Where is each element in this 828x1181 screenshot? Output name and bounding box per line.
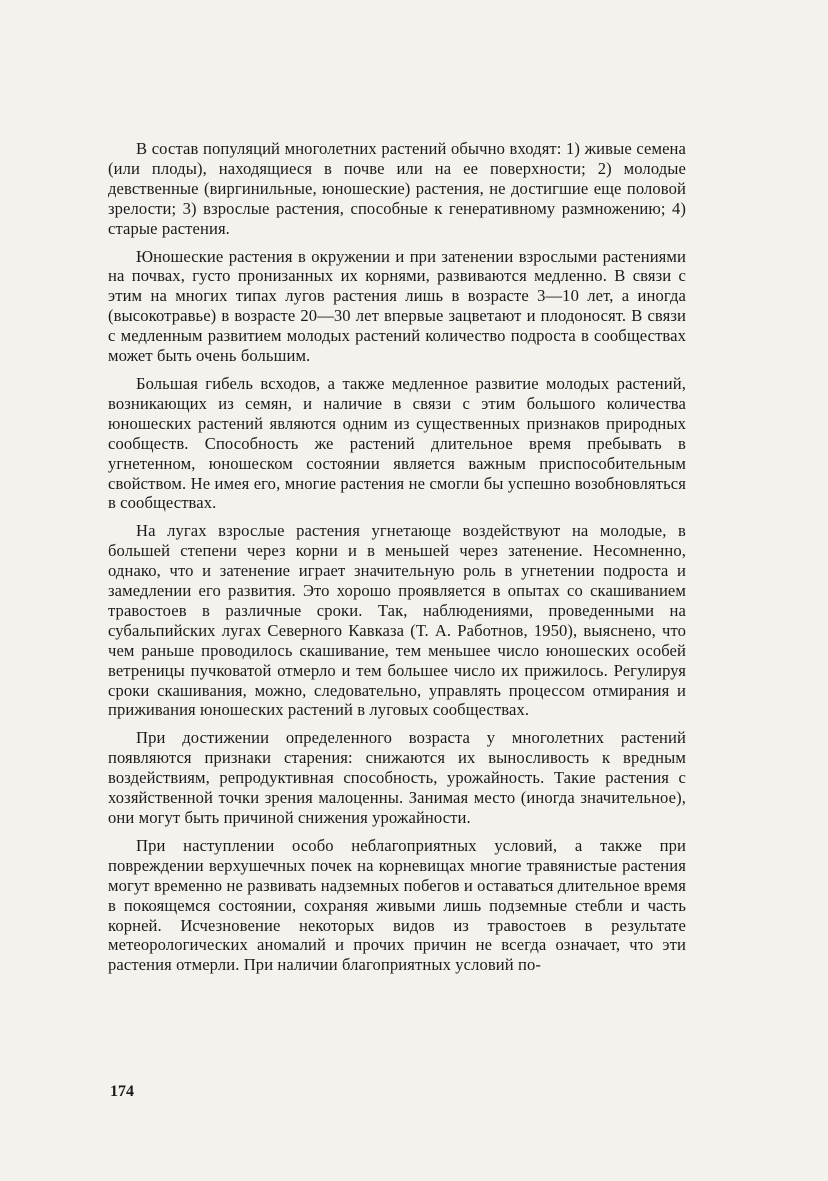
- main-text: [108, 139, 686, 983]
- paragraph-4: На лугах взрослые растения угнетающе воздействуют на молодые, в большей степени через корни и в меньшей через затенение. Несомненно, однако, что и затенение играет значительную роль в угнетении подроста и замедлении его развития. Это хорошо проявляется в опытах со скашиванием травостоев в различные сроки. Так, наблюдениями, проведенными на субальпийских лугах Северного Кавказа (Т. А. Работнов, 1950), выяснено, что чем раньше проводилось скашивание, тем меньшее число юношеских особей ветреницы пучковатой отмерло и тем большее число их прижилось. Регулируя сроки скашивания, можно, следовательно, управлять процессом отмирания и приживания юношеских растений в луговых сообществах.: [108, 521, 686, 720]
- paragraph-1: В состав популяций многолетних растений обычно входят: 1) живые семена (или плоды), находящиеся в почве или на ее поверхности; 2) молодые девственные (виргинильные, юношеские) растения, не достигшие еще половой зрелости; 3) взрослые растения, способные к генеративному размножению; 4) старые растения.: [108, 139, 686, 238]
- paragraph-3: Большая гибель всходов, а также медленное развитие молодых растений, возникающих из семян, и наличие в связи с этим большого количества юношеских растений являются одним из существенных признаков природных сообществ. Способность же растений длительное время пребывать в угнетенном, юношеском состоянии является важным приспособительным свойством. Не имея его, многие растения не смогли бы успешно возобновляться в сообществах.: [108, 373, 686, 513]
- paragraph-2: Юношеские растения в окружении и при затенении взрослыми растениями на почвах, густо пронизанных их корнями, развиваются медленно. В связи с этим на многих типах лугов растения лишь в возрасте 3—10 лет, а иногда (высокотравье) в возрасте 20—30 лет впервые зацветают и плодоносят. В связи с медленным развитием молодых растений количество подроста в сообществах может быть очень большим.: [108, 246, 686, 366]
- paragraph-5: При достижении определенного возраста у многолетних растений появляются признаки старения: снижаются их выносливость к вредным воздействиям, репродуктивная способность, урожайность. Такие растения с хозяйственной точки зрения малоценны. Занимая место (иногда значительное), они могут быть причиной снижения урожайности.: [108, 728, 686, 827]
- page-number: 174: [110, 1083, 134, 1100]
- paragraph-6: При наступлении особо неблагоприятных условий, а также при повреждении верхушечных почек на корневищах многие травянистые растения могут временно не развивать надземных побегов и оставаться длительное время в покоящемся состоянии, сохраняя живыми лишь подземные стебли и часть корней. Исчезновение некоторых видов из травостоев в результате метеорологических аномалий и прочих причин не всегда означает, что эти растения отмерли. При наличии благоприятных условий по-: [108, 835, 686, 975]
